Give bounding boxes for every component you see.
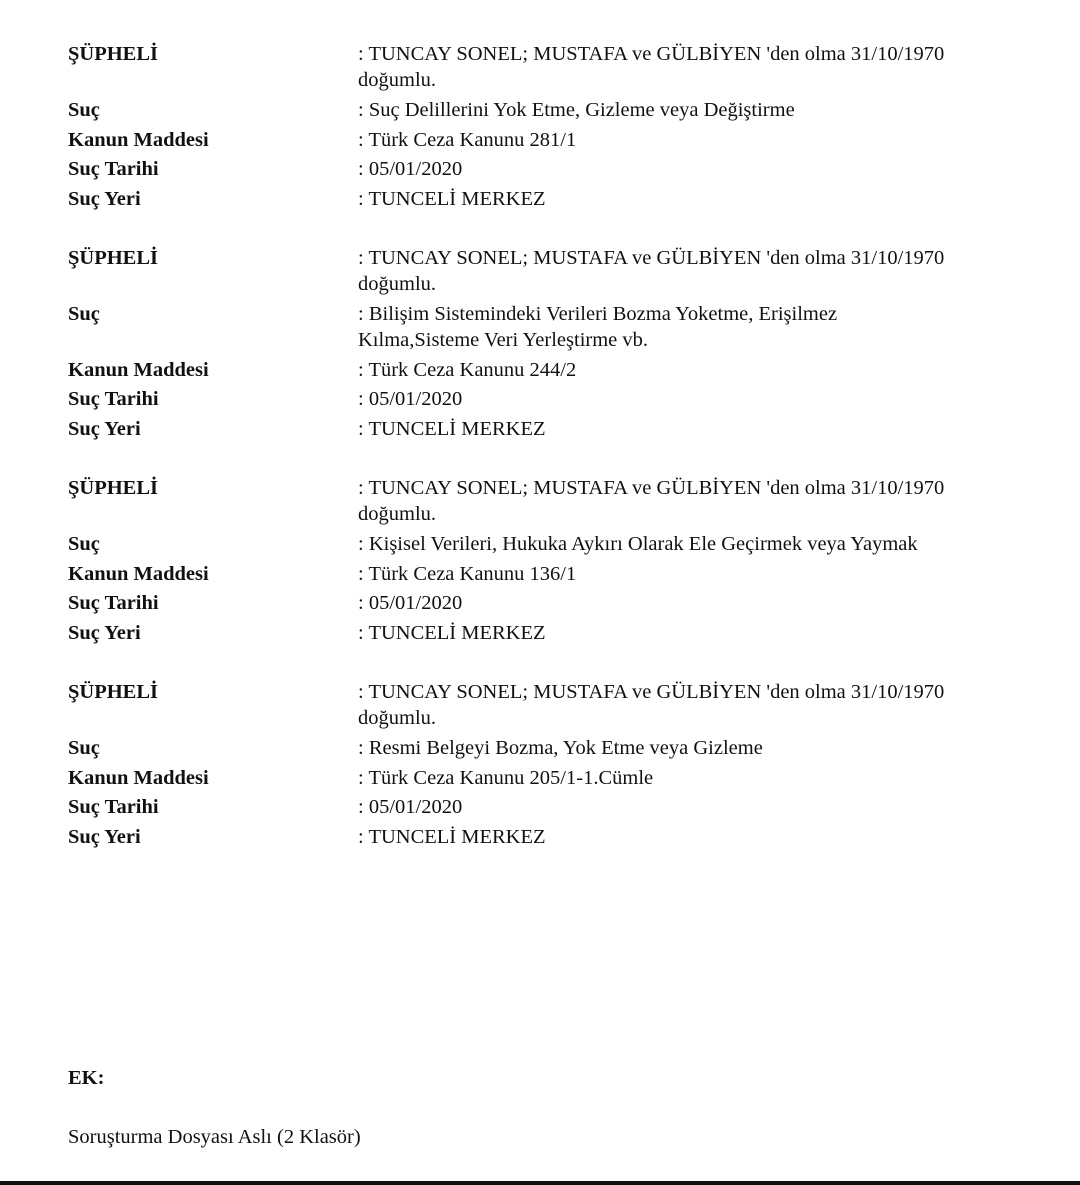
crime-value <box>358 301 1038 353</box>
suspect-label: ŞÜPHELİ <box>68 681 158 703</box>
suspect-value-line1: : TUNCAY SONEL; MUSTAFA ve GÜLBİYEN 'den olma 31/10/1970 <box>358 477 945 499</box>
suspect-value-line1: : TUNCAY SONEL; MUSTAFA ve GÜLBİYEN 'den olma 31/10/1970 <box>358 43 945 65</box>
suspect-label: ŞÜPHELİ <box>68 43 158 65</box>
place-value: : TUNCELİ MERKEZ <box>358 418 546 440</box>
date-value: : 05/01/2020 <box>358 158 463 180</box>
crime-value-line1: : Bilişim Sistemindeki Verileri Bozma Yoketme, Erişilmez <box>358 303 838 325</box>
suspect-value-line1: : TUNCAY SONEL; MUSTAFA ve GÜLBİYEN 'den olma 31/10/1970 <box>358 681 945 703</box>
date-value: : 05/01/2020 <box>358 592 463 614</box>
place-value: : TUNCELİ MERKEZ <box>358 188 546 210</box>
bottom-border-rule <box>0 1181 1080 1185</box>
suspect-label: ŞÜPHELİ <box>68 477 158 499</box>
date-label: Suç Tarihi <box>68 796 159 818</box>
suspect-value <box>358 475 1038 527</box>
law-value: : Türk Ceza Kanunu 205/1-1.Cümle <box>358 767 654 789</box>
place-value: : TUNCELİ MERKEZ <box>358 622 546 644</box>
place-value: : TUNCELİ MERKEZ <box>358 826 546 848</box>
law-value: : Türk Ceza Kanunu 136/1 <box>358 563 577 585</box>
crime-label: Suç <box>68 303 100 325</box>
place-label: Suç Yeri <box>68 188 141 210</box>
date-label: Suç Tarihi <box>68 388 159 410</box>
suspect-value <box>358 679 1038 731</box>
crime-label: Suç <box>68 99 100 121</box>
crime-value <box>358 531 1038 557</box>
date-label: Suç Tarihi <box>68 592 159 614</box>
suspect-value-line2: doğumlu. <box>358 69 437 91</box>
law-value: : Türk Ceza Kanunu 281/1 <box>358 129 577 151</box>
suspect-value-line1: : TUNCAY SONEL; MUSTAFA ve GÜLBİYEN 'den olma 31/10/1970 <box>358 247 945 269</box>
crime-value-line1: : Resmi Belgeyi Bozma, Yok Etme veya Gizleme <box>358 737 763 759</box>
place-label: Suç Yeri <box>68 418 141 440</box>
crime-value-line1: : Kişisel Verileri, Hukuka Aykırı Olarak Ele Geçirmek veya Yaymak <box>358 533 918 555</box>
attachment-label: EK: <box>68 1067 105 1089</box>
law-label: Kanun Maddesi <box>68 563 209 585</box>
attachment-text: Soruşturma Dosyası Aslı (2 Klasör) <box>68 1126 361 1148</box>
crime-value <box>358 735 1038 761</box>
suspect-value <box>358 245 1038 297</box>
crime-label: Suç <box>68 737 100 759</box>
place-label: Suç Yeri <box>68 622 141 644</box>
law-label: Kanun Maddesi <box>68 767 209 789</box>
crime-label: Suç <box>68 533 100 555</box>
place-label: Suç Yeri <box>68 826 141 848</box>
date-value: : 05/01/2020 <box>358 796 463 818</box>
suspect-value <box>358 41 1038 93</box>
law-value: : Türk Ceza Kanunu 244/2 <box>358 359 577 381</box>
crime-value <box>358 97 1038 123</box>
law-label: Kanun Maddesi <box>68 129 209 151</box>
suspect-value-line2: doğumlu. <box>358 273 437 295</box>
law-label: Kanun Maddesi <box>68 359 209 381</box>
date-label: Suç Tarihi <box>68 158 159 180</box>
date-value: : 05/01/2020 <box>358 388 463 410</box>
suspect-label: ŞÜPHELİ <box>68 247 158 269</box>
suspect-value-line2: doğumlu. <box>358 503 437 525</box>
suspect-value-line2: doğumlu. <box>358 707 437 729</box>
crime-value-line2: Kılma,Sisteme Veri Yerleştirme vb. <box>358 329 649 351</box>
crime-value-line1: : Suç Delillerini Yok Etme, Gizleme veya Değiştirme <box>358 99 795 121</box>
